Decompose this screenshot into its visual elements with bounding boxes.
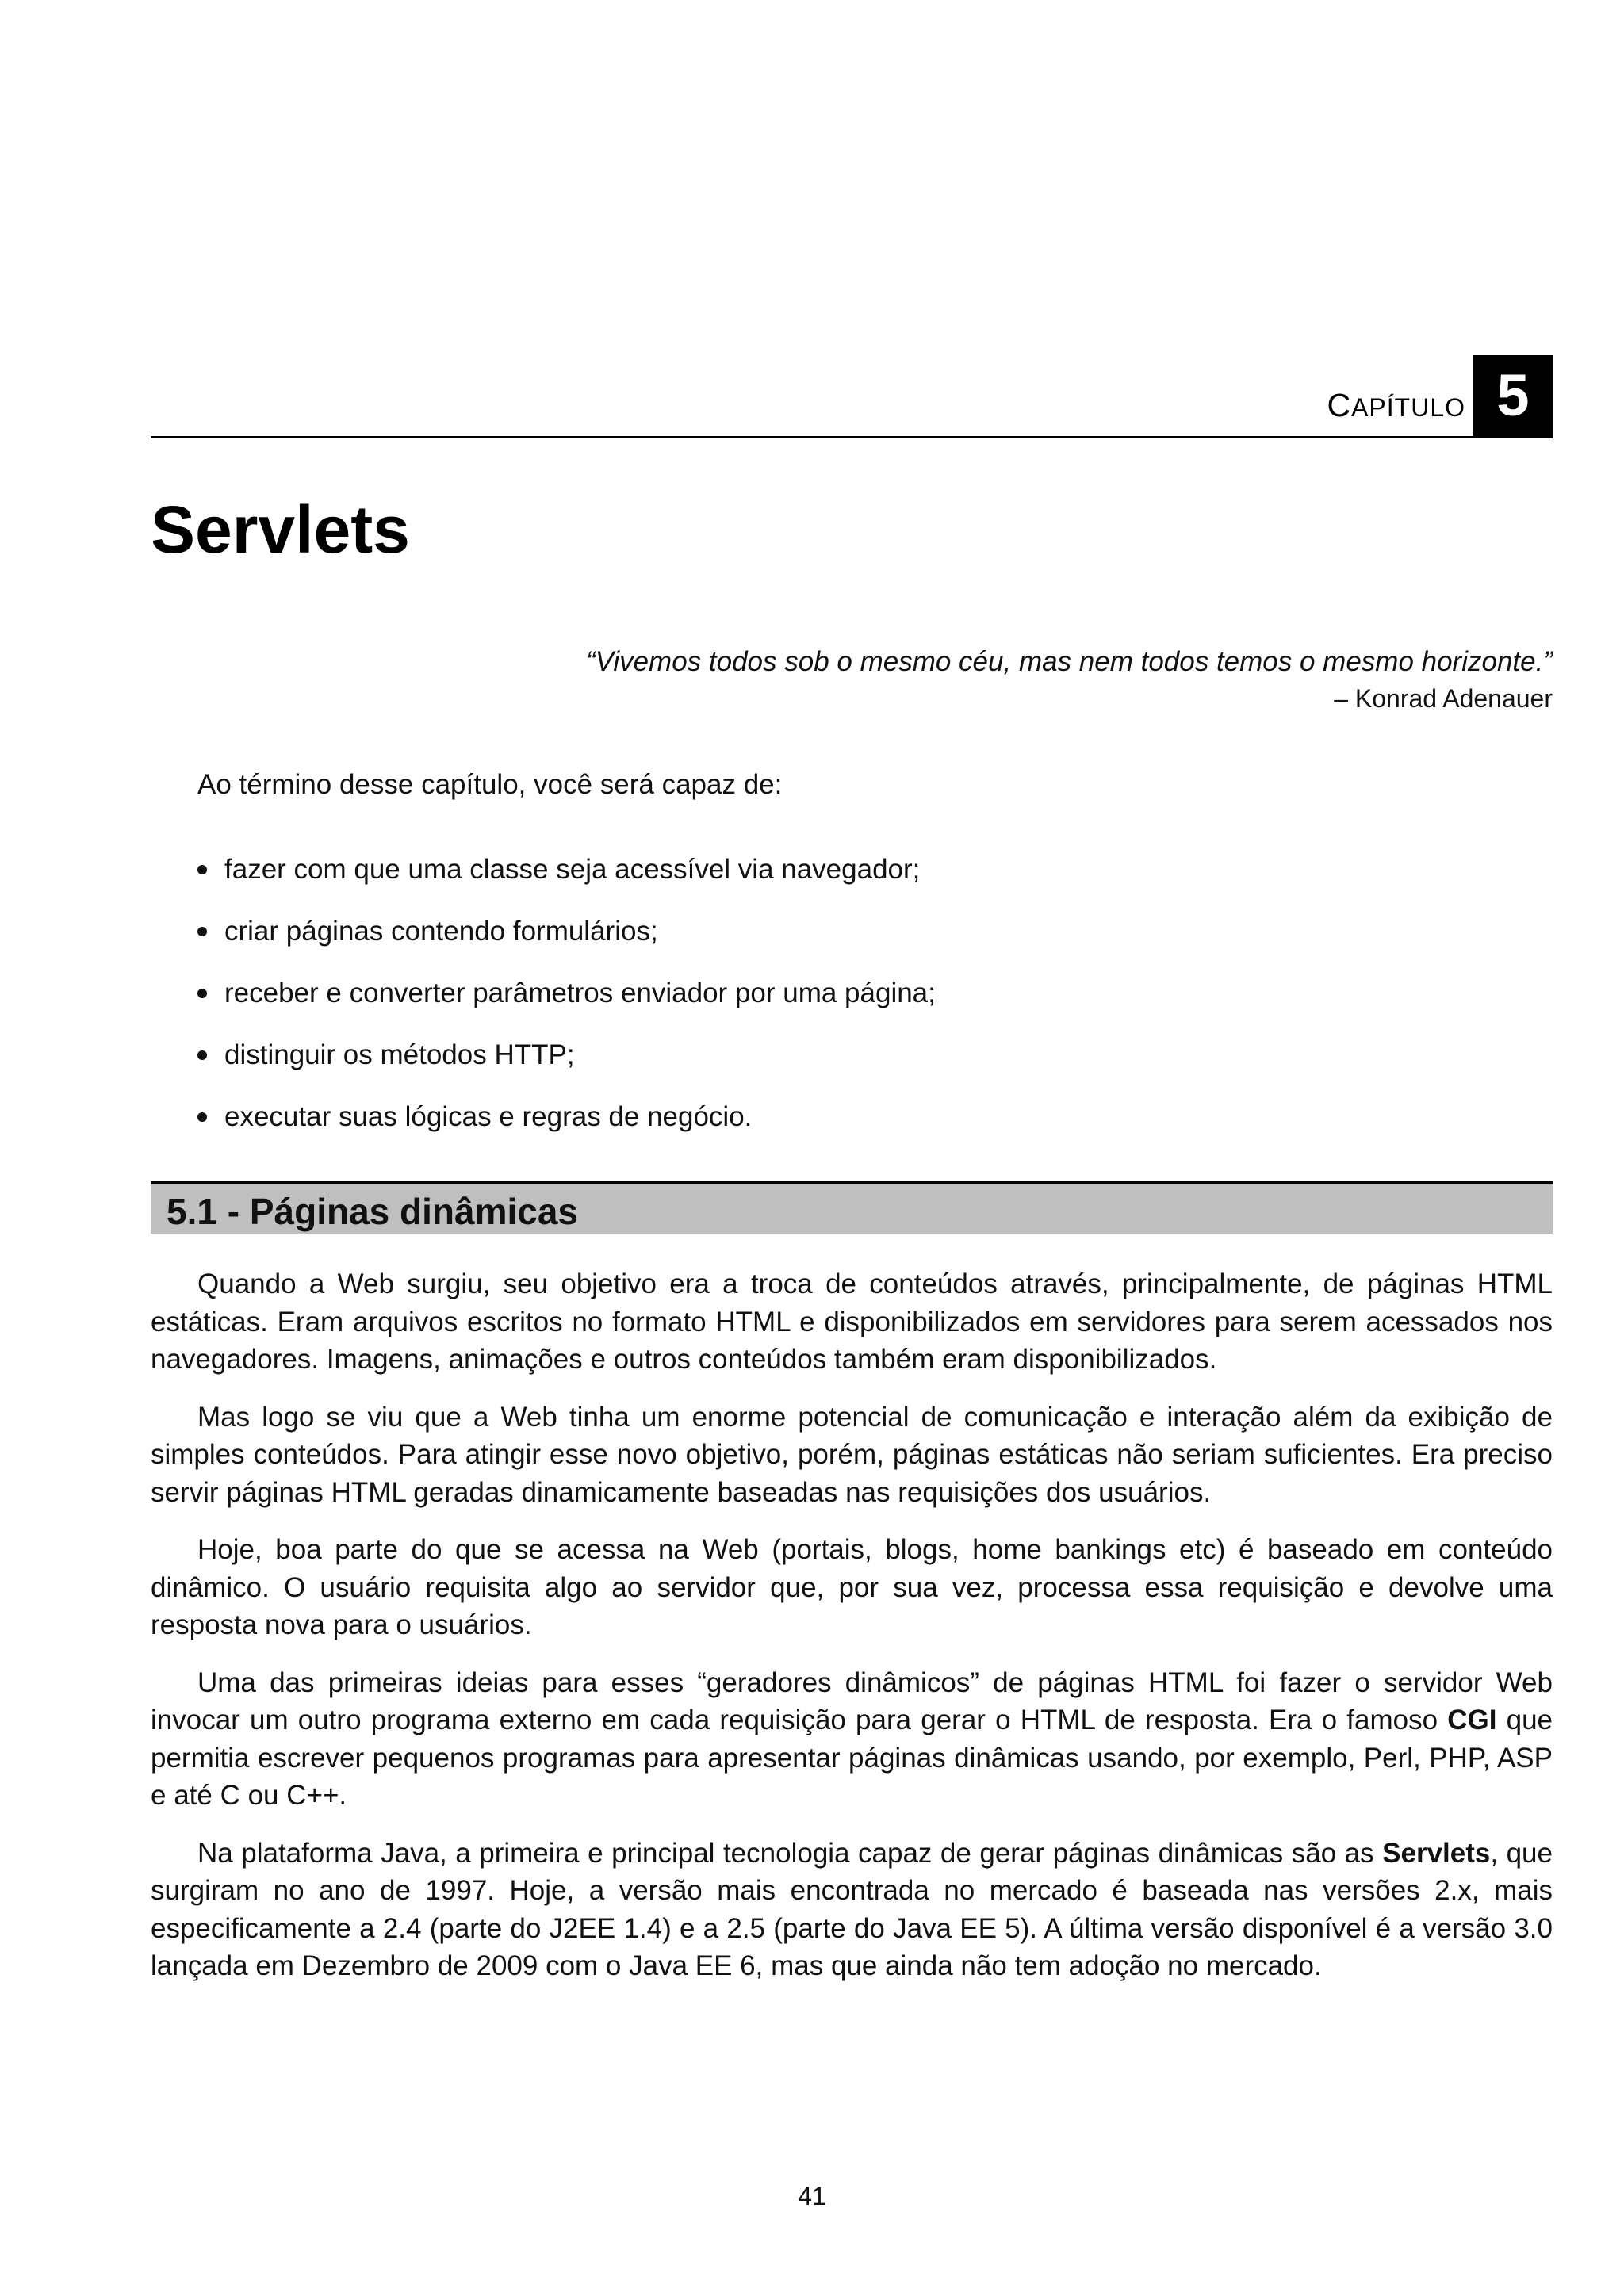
- epigraph-quote: “Vivemos todos sob o mesmo céu, mas nem todos temos o mesmo horizonte.”: [585, 646, 1553, 677]
- paragraph: Quando a Web surgiu, seu objetivo era a troca de conteúdos através, principalmente, de páginas HTML estáticas. Eram arquivos escritos no formato HTML e disponibilizados em servidores para serem acessados nos navegadores. Imagens, animações e outros conteúdos também eram disponibilizados.: [151, 1269, 1553, 1375]
- epigraph-author: – Konrad Adenauer: [1334, 684, 1553, 713]
- epigraph: [586, 644, 1553, 717]
- objectives-intro: Ao término desse capítulo, você será capaz de:: [197, 769, 783, 800]
- chapter-label: CAPÍTULO: [1327, 387, 1465, 423]
- bullet-icon: [197, 1050, 207, 1060]
- paragraph: Uma das primeiras ideias para esses “geradores dinâmicos” de páginas HTML foi fazer o servidor Web invocar um outro programa externo em cada requisição para gerar o HTML de resposta. Era o famoso CGI que permitia escrever pequenos programas para apresentar páginas dinâmicas usando, por exemplo, Perl, PHP, ASP e até C ou C++.: [151, 1667, 1553, 1811]
- paragraph: Mas logo se viu que a Web tinha um enorme potencial de comunicação e interação além da exibição de simples conteúdos. Para atingir esse novo objetivo, porém, páginas estáticas não seriam suficientes. Era preciso servir páginas HTML geradas dinamicamente baseadas nas requisições dos usuários.: [151, 1401, 1553, 1508]
- list-item: fazer com que uma classe seja acessível via navegador;: [197, 852, 936, 914]
- section-heading: [151, 1181, 1553, 1234]
- bullet-icon: [197, 989, 207, 998]
- page-number: 41: [798, 2182, 826, 2210]
- section-title: 5.1 - Páginas dinâmicas: [167, 1191, 579, 1232]
- list-item: criar páginas contendo formulários;: [197, 914, 936, 976]
- bold-term-servlets: Servlets: [1382, 1837, 1491, 1869]
- paragraph: Na plataforma Java, a primeira e principal tecnologia capaz de gerar páginas dinâmicas são as Servlets, que surgiram no ano de 1997. Hoje, a versão mais encontrada no mercado é baseada nas versões 2.x, mais especificamente a 2.4 (parte do J2EE 1.4) e a 2.5 (parte do Java EE 5). A última versão disponível é a versão 3.0 lançada em Dezembro de 2009 com o Java EE 6, mas que ainda não tem adoção no mercado.: [151, 1837, 1553, 1981]
- chapter-header: [151, 355, 1553, 438]
- list-item: distinguir os métodos HTTP;: [197, 1038, 936, 1100]
- chapter-title: Servlets: [151, 492, 410, 567]
- paragraph: Hoje, boa parte do que se acessa na Web (portais, blogs, home bankings etc) é baseado em conteúdo dinâmico. O usuário requisita algo ao servidor que, por sua vez, processa essa requisição e devolve uma resposta nova para o usuários.: [151, 1534, 1553, 1640]
- section-body: [151, 1265, 1553, 2005]
- bullet-icon: [197, 927, 207, 936]
- list-item: receber e converter parâmetros enviador por uma página;: [197, 976, 936, 1038]
- list-item: executar suas lógicas e regras de negócio.: [197, 1100, 936, 1161]
- objectives-list: [197, 852, 936, 1161]
- chapter-number: 5: [1473, 355, 1553, 436]
- bold-term-cgi: CGI: [1447, 1705, 1497, 1735]
- bullet-icon: [197, 1112, 207, 1122]
- bullet-icon: [197, 865, 207, 874]
